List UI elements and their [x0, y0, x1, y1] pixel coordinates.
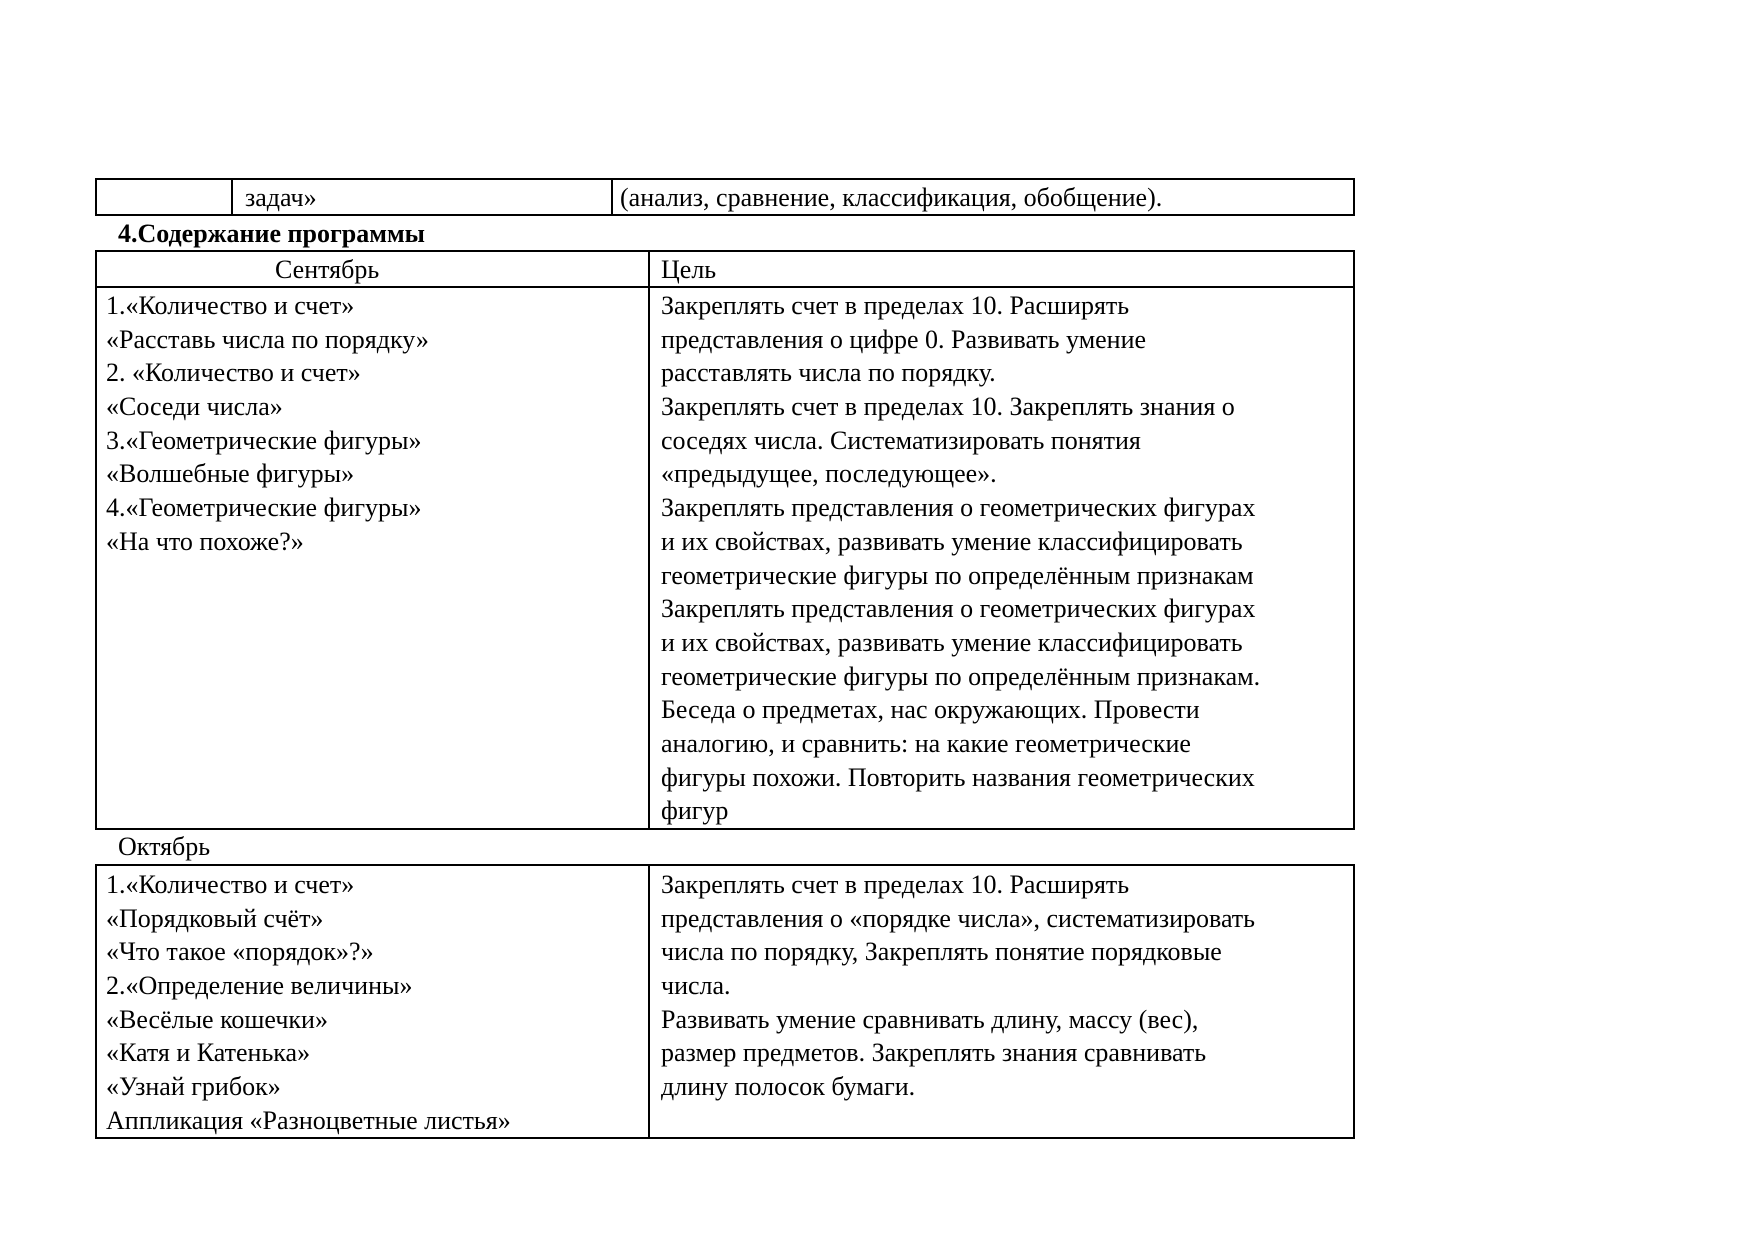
- list-item: Беседа о предметах, нас окружающих. Провести: [661, 695, 1200, 725]
- list-item: представления о цифре 0. Развивать умение: [661, 324, 1147, 354]
- list-item: Закреплять представления о геометрических фигурах: [661, 493, 1256, 523]
- list-item: числа по порядку, Закреплять понятие порядковые: [661, 937, 1222, 967]
- september-column-divider: [648, 250, 650, 830]
- continuation-cell-2: задач»: [245, 183, 317, 212]
- list-item: 2. «Количество и счет»: [106, 358, 361, 388]
- september-header-month: Сентябрь: [275, 255, 380, 284]
- list-item: расставлять числа по порядку.: [661, 358, 996, 388]
- list-item: «Катя и Катенька»: [106, 1038, 311, 1068]
- september-header-goal: Цель: [661, 255, 717, 284]
- continuation-cell-3: (анализ, сравнение, классификация, обобщение).: [620, 183, 1163, 212]
- list-item: 1.«Количество и счет»: [106, 291, 355, 320]
- list-item: Закреплять счет в пределах 10. Закреплять знания о: [661, 392, 1235, 422]
- list-item: фигуры похожи. Повторить названия геометрических: [661, 762, 1255, 792]
- list-item: «На что похоже?»: [106, 526, 304, 556]
- list-item: «Порядковый счёт»: [106, 903, 324, 933]
- list-item: Закреплять представления о геометрических фигурах: [661, 594, 1256, 624]
- list-item: 1.«Количество и счет»: [106, 870, 355, 899]
- october-goals: [661, 868, 1255, 1104]
- october-topics: [106, 868, 511, 1138]
- list-item: числа.: [661, 971, 731, 1001]
- list-item: геометрические фигуры по определённым признакам.: [661, 661, 1261, 691]
- list-item: Закреплять счет в пределах 10. Расширять: [661, 291, 1130, 320]
- list-item: «Соседи числа»: [106, 392, 283, 422]
- list-item: фигур: [661, 796, 729, 826]
- list-item: 3.«Геометрические фигуры»: [106, 425, 422, 455]
- list-item: и их свойствах, развивать умение классифицировать: [661, 627, 1243, 657]
- list-item: соседях числа. Систематизировать понятия: [661, 425, 1141, 455]
- list-item: 2.«Определение величины»: [106, 971, 413, 1001]
- list-item: «Узнай грибок»: [106, 1072, 281, 1102]
- list-item: длину полосок бумаги.: [661, 1072, 916, 1102]
- list-item: размер предметов. Закреплять знания сравнивать: [661, 1038, 1207, 1068]
- list-item: «Что такое «порядок»?»: [106, 937, 374, 967]
- october-column-divider: [648, 864, 650, 1139]
- list-item: «Расставь числа по порядку»: [106, 324, 429, 354]
- list-item: Закреплять счет в пределах 10. Расширять: [661, 870, 1130, 899]
- october-label: Октябрь: [118, 832, 211, 861]
- september-topics: [106, 289, 429, 559]
- list-item: геометрические фигуры по определённым признакам: [661, 560, 1254, 590]
- continuation-divider-2: [611, 178, 613, 216]
- list-item: 4.«Геометрические фигуры»: [106, 493, 422, 523]
- list-item: «Волшебные фигуры»: [106, 459, 355, 489]
- section-heading: 4.Содержание программы: [118, 219, 425, 248]
- list-item: представления о «порядке числа», систематизировать: [661, 903, 1256, 933]
- list-item: «Весёлые кошечки»: [106, 1004, 328, 1034]
- list-item: и их свойствах, развивать умение классифицировать: [661, 526, 1243, 556]
- september-goals: [661, 289, 1260, 828]
- list-item: «предыдущее, последующее».: [661, 459, 997, 489]
- list-item: Развивать умение сравнивать длину, массу (вес),: [661, 1004, 1199, 1034]
- continuation-divider-1: [231, 178, 233, 216]
- september-header-rule: [95, 286, 1355, 288]
- list-item: Аппликация «Разноцветные листья»: [106, 1105, 511, 1135]
- list-item: аналогию, и сравнить: на какие геометрические: [661, 728, 1191, 758]
